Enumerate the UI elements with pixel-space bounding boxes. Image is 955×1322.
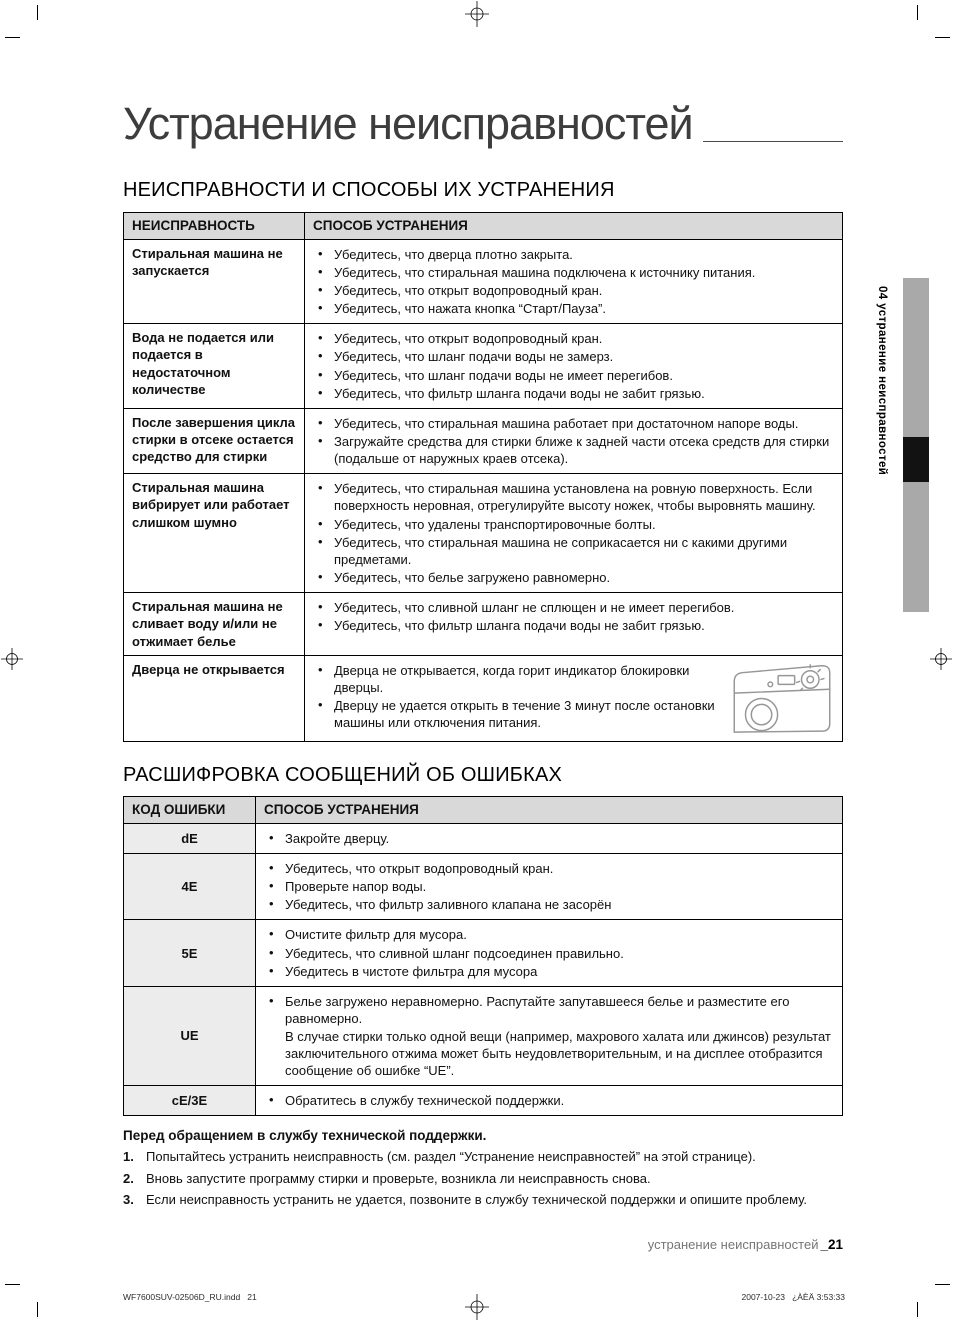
section-heading-troubleshooting: НЕИСПРАВНОСТИ И СПОСОБЫ ИХ УСТРАНЕНИЯ (123, 178, 615, 201)
error-code-cell: UE (124, 986, 256, 1085)
crop-mark (935, 37, 950, 38)
solution-item: • Закройте дверцу. (264, 830, 834, 847)
step-number: 3. (123, 1192, 134, 1208)
solution-item: • Обратитесь в службу технической поддержки. (264, 1092, 834, 1109)
print-slug-right: 2007-10-23 ¿ÀÈÄ 3:53:33 (741, 1292, 845, 1302)
table-row (124, 239, 843, 324)
footer-page-number: _21 (820, 1237, 843, 1252)
step-number: 2. (123, 1170, 134, 1186)
support-step (123, 1170, 843, 1189)
table-header-row (124, 212, 843, 239)
table-row (124, 1085, 843, 1115)
problem-cell: Дверца не открывается (124, 655, 305, 741)
solution-item: • Загружайте средства для стирки ближе к задней части отсека средств для стирки (подальше от наружных краев отсека). (313, 433, 834, 467)
solution-note: В случае стирки только одной вещи (например, махрового халата или джинсов) результат заключительного отжима может быть неудовлетворительным, и на дисплее отобразится сообщение об ошибке “UE”. (285, 1029, 831, 1079)
solution-item: • Убедитесь, что стиральная машина установлена на ровную поверхность. Если поверхность неровная, отрегулируйте высоту ножек, чтобы выровнять машину. (313, 480, 834, 514)
solution-item: • Убедитесь, что удалены транспортировочные болты. (313, 516, 834, 533)
error-code-cell: cE/3E (124, 1085, 256, 1115)
page-title: Устранение неисправностей (123, 98, 693, 149)
support-steps (123, 1148, 843, 1211)
solution-item: • Убедитесь, что сливной шланг не сплющен и не имеет перегибов. (313, 599, 834, 616)
chapter-tab-label: 04 устранение неисправностей (876, 286, 888, 476)
crop-mark (935, 1284, 950, 1285)
solution-item: • Убедитесь в чистоте фильтра для мусора (264, 963, 834, 980)
problem-cell: Стиральная машина не сливает воду и/или не отжимает белье (124, 593, 305, 655)
step-text: Если неисправность устранить не удается, позвоните в службу технической поддержки и опишите проблему. (146, 1192, 807, 1208)
step-text: Вновь запустите программу стирки и проверьте, возникла ли неисправность снова. (146, 1170, 651, 1186)
solution-item: • Белье загружено неравномерно. Распутайте запутавшееся белье и разместите его равномерно. (264, 993, 834, 1027)
solution-item: • Убедитесь, что стиральная машина подключена к источнику питания. (313, 264, 834, 281)
table-row (124, 986, 843, 1085)
page-content (123, 0, 843, 1210)
table-row (124, 593, 843, 655)
support-step (123, 1148, 843, 1167)
solution-item: • Дверца не открывается, когда горит индикатор блокировки дверцы. (313, 662, 722, 696)
table-row (124, 474, 843, 593)
solution-item: • Убедитесь, что нажата кнопка “Старт/Пауза”. (313, 300, 834, 317)
page-footer (648, 1237, 843, 1252)
table-row (124, 920, 843, 986)
problem-cell: Вода не подается или подается в недостаточном количестве (124, 324, 305, 409)
solution-item: • Убедитесь, что стиральная машина не соприкасается ни с какими другими предметами. (313, 534, 834, 568)
solutions-cell (256, 920, 843, 986)
registration-mark-left (1, 648, 23, 670)
solution-item: • Убедитесь, что стиральная машина работает при достаточном напоре воды. (313, 415, 834, 432)
crop-mark (5, 37, 20, 38)
crop-mark (37, 1302, 38, 1317)
crop-mark (917, 5, 918, 20)
section-heading-error-codes: РАСШИФРОВКА СООБЩЕНИЙ ОБ ОШИБКАХ (123, 763, 563, 786)
column-header-solution: СПОСОБ УСТРАНЕНИЯ (305, 212, 843, 239)
solution-item: • Убедитесь, что шланг подачи воды не замерз. (313, 348, 834, 365)
column-header-solution: СПОСОБ УСТРАНЕНИЯ (256, 796, 843, 823)
column-header-code: КОД ОШИБКИ (124, 796, 256, 823)
footer-section-label: устранение неисправностей (647, 1237, 819, 1252)
solutions-cell (305, 593, 843, 655)
chapter-tab-bar-active (903, 437, 929, 482)
print-slug (123, 1292, 845, 1302)
problem-cell: Стиральная машина не запускается (124, 239, 305, 324)
solution-item: • Убедитесь, что открыт водопроводный кран. (313, 282, 834, 299)
crop-mark (37, 5, 38, 20)
support-heading: Перед обращением в службу технической поддержки. (123, 1127, 487, 1143)
problem-cell: Стиральная машина вибрирует или работает слишком шумно (124, 474, 305, 593)
print-slug-left: WF7600SUV-02506D_RU.indd 21 (123, 1292, 257, 1302)
error-code-cell: 4E (124, 853, 256, 919)
step-number: 1. (123, 1148, 134, 1164)
column-header-problem: НЕИСПРАВНОСТЬ (124, 212, 305, 239)
solution-item: • Проверьте напор воды. (264, 878, 834, 895)
error-code-cell: dE (124, 823, 256, 853)
solution-item: • Убедитесь, что фильтр шланга подачи воды не забит грязью. (313, 385, 834, 402)
solutions-cell (256, 1085, 843, 1115)
solutions-cell (256, 823, 843, 853)
solutions-cell (305, 408, 843, 473)
solution-item: • Очистите фильтр для мусора. (264, 926, 834, 943)
solutions-cell (305, 324, 843, 409)
title-rule (703, 141, 843, 142)
chapter-tab-bar (903, 278, 929, 612)
solution-item: • Убедитесь, что фильтр шланга подачи воды не забит грязью. (313, 617, 834, 634)
error-codes-table (123, 796, 843, 1116)
error-code-cell: 5E (124, 920, 256, 986)
table-row (124, 324, 843, 409)
table-row (124, 823, 843, 853)
solutions-cell (305, 474, 843, 593)
solution-item: • Убедитесь, что сливной шланг подсоединен правильно. (264, 945, 834, 962)
chapter-title-row (123, 100, 843, 149)
solution-item: • Убедитесь, что шланг подачи воды не имеет перегибов. (313, 367, 834, 384)
table-header-row (124, 796, 843, 823)
solution-item: • Убедитесь, что белье загружено равномерно. (313, 569, 834, 586)
table-row (124, 408, 843, 473)
crop-mark (917, 1302, 918, 1317)
washing-machine-illustration (728, 660, 836, 736)
solutions-cell (256, 986, 843, 1085)
solution-item: • Убедитесь, что открыт водопроводный кран. (264, 860, 834, 877)
registration-mark-right (930, 648, 952, 670)
step-text: Попытайтесь устранить неисправность (см. раздел “Устранение неисправностей” на этой странице). (146, 1148, 756, 1164)
solution-item: • Убедитесь, что дверца плотно закрыта. (313, 246, 834, 263)
troubleshooting-table (123, 212, 843, 742)
solution-item: • Убедитесь, что фильтр заливного клапана не засорён (264, 896, 834, 913)
support-step (123, 1191, 843, 1210)
table-row (124, 655, 843, 741)
table-row (124, 853, 843, 919)
solutions-cell (305, 239, 843, 324)
problem-cell: После завершения цикла стирки в отсеке остается средство для стирки (124, 408, 305, 473)
solutions-cell (256, 853, 843, 919)
solution-item: • Убедитесь, что открыт водопроводный кран. (313, 330, 834, 347)
solutions-cell (305, 655, 843, 741)
solution-item: • Дверцу не удается открыть в течение 3 минут после остановки машины или отключения питания. (313, 697, 722, 731)
crop-mark (5, 1284, 20, 1285)
